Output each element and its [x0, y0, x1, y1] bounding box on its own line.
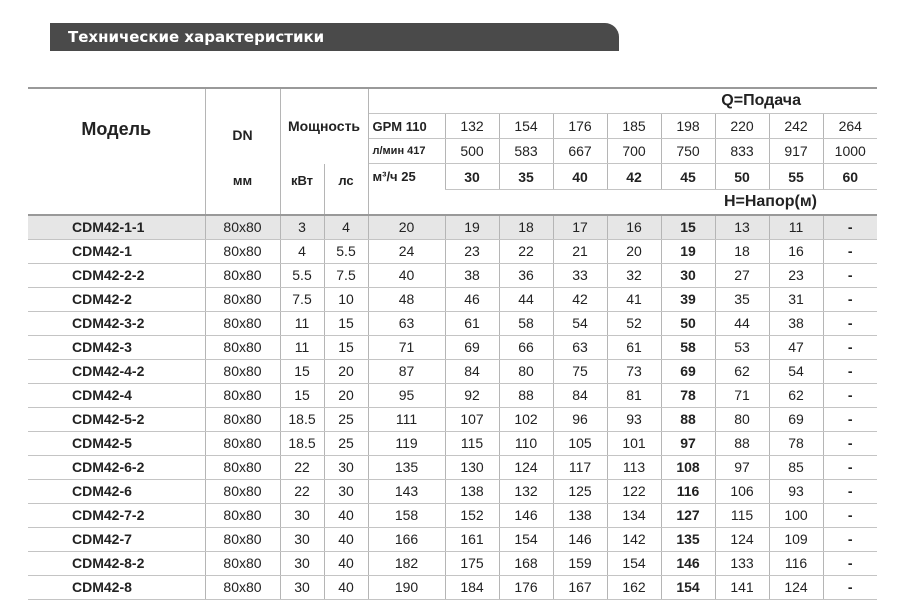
head-cell: 78 [661, 383, 715, 407]
kw-cell: 3 [280, 215, 324, 240]
head-cell: 135 [661, 527, 715, 551]
head-cell: 113 [607, 455, 661, 479]
hp-cell: 30 [324, 479, 368, 503]
head-cell: 38 [445, 263, 499, 287]
head-cell: 105 [553, 431, 607, 455]
dn-cell: 80x80 [205, 335, 280, 359]
head-cell: 63 [368, 311, 445, 335]
head-cell: 101 [607, 431, 661, 455]
head-cell: 30 [661, 263, 715, 287]
head-cell: 84 [445, 359, 499, 383]
header-model: Модель [81, 119, 152, 139]
table-row [28, 383, 877, 407]
model-cell: CDM42-1-1 [28, 215, 205, 240]
head-cell: 87 [368, 359, 445, 383]
head-cell: 138 [445, 479, 499, 503]
kw-cell: 7.5 [280, 287, 324, 311]
dn-cell: 80x80 [205, 527, 280, 551]
head-cell: 35 [715, 287, 769, 311]
head-cell: 16 [769, 239, 823, 263]
m3h-value: 45 [661, 164, 715, 190]
head-cell: 81 [607, 383, 661, 407]
head-cell: 158 [368, 503, 445, 527]
m3h-value: 30 [445, 164, 499, 190]
header-dn-unit: мм [232, 172, 253, 188]
head-cell: 93 [607, 407, 661, 431]
head-cell: 33 [553, 263, 607, 287]
model-cell: CDM42-5-2 [28, 407, 205, 431]
dn-cell: 80x80 [205, 239, 280, 263]
head-cell: 102 [499, 407, 553, 431]
head-cell: 97 [715, 455, 769, 479]
head-cell: 146 [661, 551, 715, 575]
head-cell: 44 [499, 287, 553, 311]
head-cell: 19 [445, 215, 499, 240]
head-cell: 69 [769, 407, 823, 431]
gpm-value: 185 [607, 114, 661, 139]
head-cell: 130 [445, 455, 499, 479]
model-cell: CDM42-5 [28, 431, 205, 455]
model-cell: CDM42-2 [28, 287, 205, 311]
head-cell: 138 [553, 503, 607, 527]
model-cell: CDM42-7-2 [28, 503, 205, 527]
table-row [28, 335, 877, 359]
kw-cell: 11 [280, 335, 324, 359]
head-cell: 58 [661, 335, 715, 359]
dn-cell: 80x80 [205, 431, 280, 455]
head-cell: 24 [368, 239, 445, 263]
head-cell: 106 [715, 479, 769, 503]
head-cell: 88 [499, 383, 553, 407]
head-cell: 88 [661, 407, 715, 431]
head-cell: 92 [445, 383, 499, 407]
model-cell: CDM42-4 [28, 383, 205, 407]
head-cell: - [823, 479, 877, 503]
head-cell: 62 [715, 359, 769, 383]
head-cell: 97 [661, 431, 715, 455]
head-cell: 69 [661, 359, 715, 383]
lmin-value: 750 [661, 139, 715, 164]
model-cell: CDM42-1 [28, 239, 205, 263]
header-flow: Q=Подача [721, 92, 801, 109]
head-cell: 11 [769, 215, 823, 240]
head-cell: 182 [368, 551, 445, 575]
head-cell: 100 [769, 503, 823, 527]
head-cell: 58 [499, 311, 553, 335]
dn-cell: 80x80 [205, 287, 280, 311]
header-head: H=Напор(м) [723, 192, 817, 210]
head-cell: 36 [499, 263, 553, 287]
gpm-value: 264 [823, 114, 877, 139]
head-cell: 141 [715, 575, 769, 599]
head-cell: - [823, 359, 877, 383]
head-cell: 23 [445, 239, 499, 263]
head-cell: 63 [553, 335, 607, 359]
head-cell: 162 [607, 575, 661, 599]
head-cell: 110 [499, 431, 553, 455]
model-cell: CDM42-8-2 [28, 551, 205, 575]
hp-cell: 15 [324, 311, 368, 335]
head-cell: - [823, 263, 877, 287]
m3h-value: 42 [607, 164, 661, 190]
head-cell: 27 [715, 263, 769, 287]
head-cell: - [823, 215, 877, 240]
head-cell: 134 [607, 503, 661, 527]
dn-cell: 80x80 [205, 383, 280, 407]
m3h-label: м³/ч 25 [372, 169, 416, 185]
dn-cell: 80x80 [205, 215, 280, 240]
model-cell: CDM42-3-2 [28, 311, 205, 335]
model-cell: CDM42-3 [28, 335, 205, 359]
kw-cell: 18.5 [280, 407, 324, 431]
gpm-value: 220 [715, 114, 769, 139]
head-cell: 71 [715, 383, 769, 407]
dn-cell: 80x80 [205, 575, 280, 599]
head-cell: 41 [607, 287, 661, 311]
table-row [28, 311, 877, 335]
model-cell: CDM42-8 [28, 575, 205, 599]
head-cell: 107 [445, 407, 499, 431]
head-cell: 115 [445, 431, 499, 455]
hp-cell: 40 [324, 527, 368, 551]
head-cell: 115 [715, 503, 769, 527]
head-cell: 66 [499, 335, 553, 359]
dn-cell: 80x80 [205, 455, 280, 479]
head-cell: 44 [715, 311, 769, 335]
head-cell: 109 [769, 527, 823, 551]
table-row [28, 575, 877, 599]
table-row [28, 263, 877, 287]
head-cell: 111 [368, 407, 445, 431]
hp-cell: 5.5 [324, 239, 368, 263]
head-cell: - [823, 407, 877, 431]
head-cell: 13 [715, 215, 769, 240]
head-cell: 32 [607, 263, 661, 287]
lmin-value: 917 [769, 139, 823, 164]
head-cell: 133 [715, 551, 769, 575]
head-cell: 117 [553, 455, 607, 479]
hp-filler [324, 190, 368, 215]
head-cell: 16 [607, 215, 661, 240]
head-cell: - [823, 527, 877, 551]
hp-cell: 15 [324, 335, 368, 359]
head-cell: 48 [368, 287, 445, 311]
gpm-label: GPM 110 [372, 118, 427, 134]
head-cell: 19 [661, 239, 715, 263]
dn-cell: 80x80 [205, 551, 280, 575]
head-cell: 42 [553, 287, 607, 311]
head-cell: 161 [445, 527, 499, 551]
gpm-value: 154 [499, 114, 553, 139]
head-cell: 54 [553, 311, 607, 335]
head-cell: 190 [368, 575, 445, 599]
dn-cell: 80x80 [205, 311, 280, 335]
kw-cell: 18.5 [280, 431, 324, 455]
kw-filler [280, 190, 324, 215]
head-cell: - [823, 335, 877, 359]
head-cell: 154 [499, 527, 553, 551]
section-title: Технические характеристики [68, 28, 325, 46]
head-cell: 61 [445, 311, 499, 335]
head-cell: 69 [445, 335, 499, 359]
m3h-value: 35 [499, 164, 553, 190]
kw-cell: 11 [280, 311, 324, 335]
head-cell: 125 [553, 479, 607, 503]
hp-cell: 30 [324, 455, 368, 479]
table-row [28, 407, 877, 431]
head-cell: 84 [553, 383, 607, 407]
head-cell: 78 [769, 431, 823, 455]
header-dn: DN [232, 127, 253, 143]
head-cell: 127 [661, 503, 715, 527]
head-cell: 71 [368, 335, 445, 359]
hp-cell: 25 [324, 431, 368, 455]
head-cell: 142 [607, 527, 661, 551]
head-cell: 175 [445, 551, 499, 575]
kw-cell: 30 [280, 575, 324, 599]
head-cell: 154 [607, 551, 661, 575]
head-cell: 23 [769, 263, 823, 287]
hp-cell: 40 [324, 575, 368, 599]
lmin-value: 833 [715, 139, 769, 164]
head-cell: 132 [499, 479, 553, 503]
head-cell: 116 [661, 479, 715, 503]
head-cell: 166 [368, 527, 445, 551]
head-cell: 122 [607, 479, 661, 503]
head-cell: 135 [368, 455, 445, 479]
head-cell: 167 [553, 575, 607, 599]
lmin-value: 583 [499, 139, 553, 164]
head-cell: 119 [368, 431, 445, 455]
head-cell: 88 [715, 431, 769, 455]
lmin-value: 700 [607, 139, 661, 164]
head-cell: - [823, 383, 877, 407]
head-cell: - [823, 311, 877, 335]
kw-cell: 30 [280, 527, 324, 551]
head-cell: 73 [607, 359, 661, 383]
head-cell: 15 [661, 215, 715, 240]
gpm-value: 176 [553, 114, 607, 139]
dn-filler [205, 190, 280, 215]
head-cell: 124 [715, 527, 769, 551]
head-cell: 31 [769, 287, 823, 311]
model-cell: CDM42-4-2 [28, 359, 205, 383]
head-cell: 80 [715, 407, 769, 431]
kw-cell: 15 [280, 383, 324, 407]
spec-table [28, 87, 877, 600]
section-tab [50, 23, 619, 51]
head-cell: 93 [769, 479, 823, 503]
hp-cell: 4 [324, 215, 368, 240]
head-cell: - [823, 239, 877, 263]
head-cell: 20 [607, 239, 661, 263]
header-power: Мощность [287, 118, 361, 135]
kw-cell: 4 [280, 239, 324, 263]
head-cell: 52 [607, 311, 661, 335]
model-cell: CDM42-6 [28, 479, 205, 503]
hp-cell: 25 [324, 407, 368, 431]
head-cell: - [823, 455, 877, 479]
head-cell: 154 [661, 575, 715, 599]
table-row [28, 431, 877, 455]
gpm-value: 198 [661, 114, 715, 139]
head-cell: 53 [715, 335, 769, 359]
head-cell: 96 [553, 407, 607, 431]
head-cell: 22 [499, 239, 553, 263]
dn-cell: 80x80 [205, 479, 280, 503]
m3h-value: 50 [715, 164, 769, 190]
head-cell: 75 [553, 359, 607, 383]
head-cell: 50 [661, 311, 715, 335]
model-cell: CDM42-2-2 [28, 263, 205, 287]
table-row [28, 215, 877, 240]
head-cell: - [823, 503, 877, 527]
head-cell: 54 [769, 359, 823, 383]
head-cell: 47 [769, 335, 823, 359]
head-cell: 17 [553, 215, 607, 240]
head-cell: 116 [769, 551, 823, 575]
head-cell: 124 [769, 575, 823, 599]
head-cell: 61 [607, 335, 661, 359]
m3h-value: 40 [553, 164, 607, 190]
dn-cell: 80x80 [205, 359, 280, 383]
head-cell: 39 [661, 287, 715, 311]
m3h-value: 60 [823, 164, 877, 190]
kw-cell: 30 [280, 551, 324, 575]
kw-cell: 15 [280, 359, 324, 383]
head-cell: 108 [661, 455, 715, 479]
head-cell: 95 [368, 383, 445, 407]
header-kw: кВт [290, 172, 314, 188]
head-cell: 168 [499, 551, 553, 575]
head-cell: 159 [553, 551, 607, 575]
kw-cell: 22 [280, 479, 324, 503]
head-cell: 152 [445, 503, 499, 527]
head-cell: - [823, 431, 877, 455]
kw-cell: 22 [280, 455, 324, 479]
hp-cell: 10 [324, 287, 368, 311]
head-cell: 143 [368, 479, 445, 503]
model-cell: CDM42-7 [28, 527, 205, 551]
head-cell: 46 [445, 287, 499, 311]
hp-cell: 40 [324, 551, 368, 575]
m3h-value: 55 [769, 164, 823, 190]
head-cell: 80 [499, 359, 553, 383]
lmin-label: л/мин 417 [372, 145, 426, 157]
table-row [28, 503, 877, 527]
kw-cell: 30 [280, 503, 324, 527]
hp-cell: 20 [324, 383, 368, 407]
table-row [28, 551, 877, 575]
lmin-value: 1000 [823, 139, 877, 164]
head-cell: 85 [769, 455, 823, 479]
table-row [28, 527, 877, 551]
head-cell: 146 [553, 527, 607, 551]
head-cell: - [823, 575, 877, 599]
head-cell: 62 [769, 383, 823, 407]
kw-cell: 5.5 [280, 263, 324, 287]
dn-cell: 80x80 [205, 407, 280, 431]
head-cell: 124 [499, 455, 553, 479]
hp-cell: 20 [324, 359, 368, 383]
head-cell: 40 [368, 263, 445, 287]
lmin-value: 667 [553, 139, 607, 164]
hp-cell: 40 [324, 503, 368, 527]
table-row [28, 359, 877, 383]
table-row [28, 239, 877, 263]
head-cell: 38 [769, 311, 823, 335]
table-row [28, 479, 877, 503]
dn-cell: 80x80 [205, 503, 280, 527]
head-cell: - [823, 551, 877, 575]
dn-cell: 80x80 [205, 263, 280, 287]
head-cell: 18 [499, 215, 553, 240]
hp-cell: 7.5 [324, 263, 368, 287]
lmin-value: 500 [445, 139, 499, 164]
head-cell: 146 [499, 503, 553, 527]
header-hp: лс [338, 172, 354, 188]
gpm-value: 132 [445, 114, 499, 139]
table-row [28, 455, 877, 479]
model-cell: CDM42-6-2 [28, 455, 205, 479]
gpm-value: 242 [769, 114, 823, 139]
head-cell: 21 [553, 239, 607, 263]
head-cell: 20 [368, 215, 445, 240]
head-cell: 176 [499, 575, 553, 599]
head-cell: 184 [445, 575, 499, 599]
table-row [28, 287, 877, 311]
head-cell: 18 [715, 239, 769, 263]
head-cell: - [823, 287, 877, 311]
